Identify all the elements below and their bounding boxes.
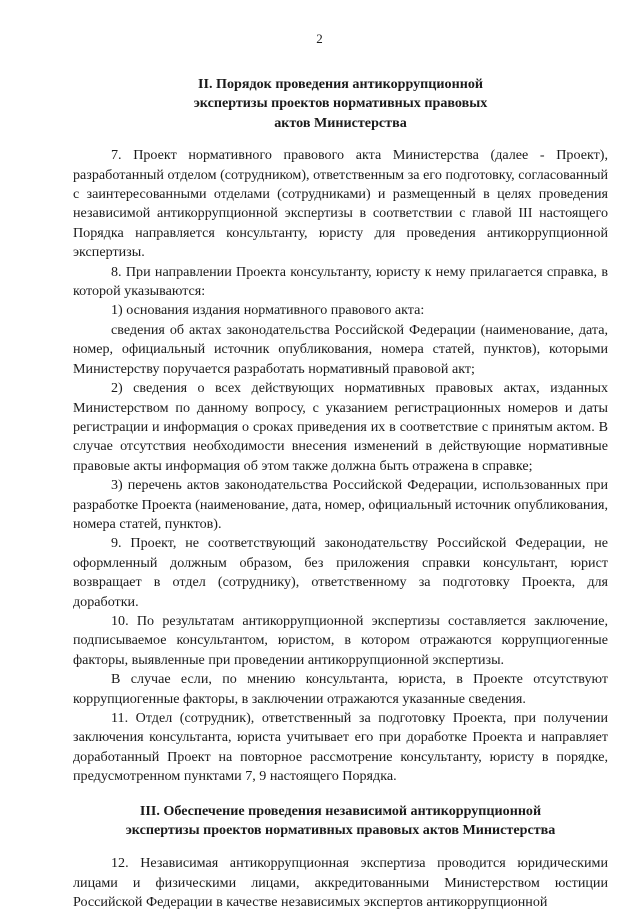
paragraph-8-item-3: 3) перечень актов законодательства Российской Федерации, использованных при разработке Проекта (наименование, дата, номер, официальный источник опубликования, номера статей, пунктов).: [73, 477, 608, 532]
page-number: 2: [316, 31, 323, 46]
heading-line: актов Министерства: [274, 114, 407, 131]
section-2-heading: [73, 75, 608, 133]
heading-line: III. Обеспечение проведения независимой антикоррупционной: [139, 802, 542, 819]
section-3-heading: [73, 802, 608, 841]
paragraph-8-item-1-details: сведения об актах законодательства Российской Федерации (наименование, дата, номер, официальный источник опубликования, номера статей, пунктов), которыми Министерству поручается разработать нормативный правовой акт;: [73, 321, 608, 377]
heading-line: экспертизы проектов нормативных правовых: [193, 95, 488, 112]
heading-line: экспертизы проектов нормативных правовых актов Министерства: [125, 822, 556, 839]
heading-line: II. Порядок проведения антикоррупционной: [198, 76, 483, 92]
paragraph-10: 10. По результатам антикоррупционной экспертизы составляется заключение, подписываемое консультантом, юристом, в котором отражаются коррупциогенные факторы, выявленные при проведении антикоррупционной экспертизы.: [73, 612, 608, 668]
paragraph-8-item-2: 2) сведения о всех действующих нормативных правовых актах, изданных Министерством по данному вопросу, с указанием регистрационных номеров и даты регистрации и информация о сроках приведения их в соответствие с принятым актом. В случае отсутствия необходимости внесения изменений в действующие нормативные правовые акты информация об этом также должна быть отражена в справке;: [73, 380, 608, 474]
paragraph-9: 9. Проект, не соответствующий законодательству Российской Федерации, не оформленный должным образом, без приложения справки консультант, юрист возвращает в отдел (сотруднику), ответственному за подготовку Проекта, для доработки.: [73, 535, 608, 610]
paragraph-8: 8. При направлении Проекта консультанту, юристу к нему прилагается справка, в которой указываются:: [73, 263, 608, 300]
paragraph-11: 11. Отдел (сотрудник), ответственный за подготовку Проекта, при получении заключения консультанта, юриста учитывает его при доработке Проекта и направляет доработанный Проект на повторное рассмотрение консультанту, юристу в порядке, предусмотренном пунктами 7, 9 настоящего Порядка.: [73, 710, 608, 785]
paragraph-10-note: В случае если, по мнению консультанта, юриста, в Проекте отсутствуют коррупциогенные факторы, в заключении отражаются указанные сведения.: [73, 671, 608, 707]
paragraph-12: 12. Независимая антикоррупционная экспертиза проводится юридическими лицами и физическими лицами, аккредитованными Министерством юстиции Российской Федерации в качестве независимых экспертов антикоррупционной: [73, 855, 608, 911]
paragraph-8-item-1: 1) основания издания нормативного правового акта:: [111, 302, 425, 319]
paragraph-7: 7. Проект нормативного правового акта Министерства (далее - Проект), разработанный отделом (сотрудником), ответственным за его подготовку, согласованный с заинтересованными отделами (сотрудниками) и размещенный в целях проведения независимой антикоррупционной экспертизы в соответствии с главой III настоящего Порядка направляется консультанту, юристу для проведения антикоррупционной экспертизы.: [73, 147, 608, 261]
document-body: [73, 75, 608, 913]
